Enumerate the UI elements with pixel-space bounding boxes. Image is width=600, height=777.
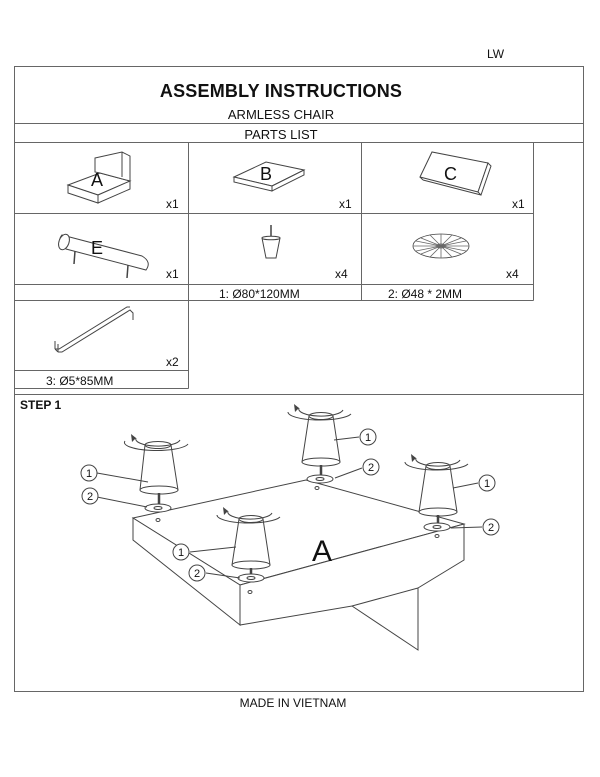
step-part-label: A [311,535,333,568]
leg-qty: x4 [335,267,348,281]
washer-qty: x4 [506,267,519,281]
step-heading: STEP 1 [20,398,62,412]
spec-bracket: 3: Ø5*85MM [46,374,114,388]
callout-leg-3: 1 [483,478,491,490]
page-title: ASSEMBLY INSTRUCTIONS [159,81,403,101]
product-name: ARMLESS CHAIR [227,107,335,122]
part-b-qty: x1 [339,197,352,211]
made-in-footer: MADE IN VIETNAM [239,696,347,710]
callout-leg-2: 1 [364,432,372,444]
callout-washer-2: 2 [367,462,375,474]
document-code: LW [487,47,505,61]
part-b-label: B [260,164,273,184]
callout-washer-3: 2 [487,522,495,534]
bracket-qty: x2 [166,355,179,369]
callout-washer-4: 2 [193,568,201,580]
spec-washer: 2: Ø48 * 2MM [388,287,463,301]
callout-leg-4: 1 [177,547,185,559]
callout-washer-1: 2 [86,491,94,503]
part-e-qty: x1 [166,267,179,281]
spec-leg: 1: Ø80*120MM [219,287,300,301]
part-a-label: A [91,170,104,190]
part-c-qty: x1 [512,197,525,211]
part-c-label: C [444,164,457,184]
parts-list-heading: PARTS LIST [244,127,318,142]
part-a-qty: x1 [166,197,179,211]
callout-leg-1: 1 [85,468,93,480]
part-e-label: E [91,238,104,258]
